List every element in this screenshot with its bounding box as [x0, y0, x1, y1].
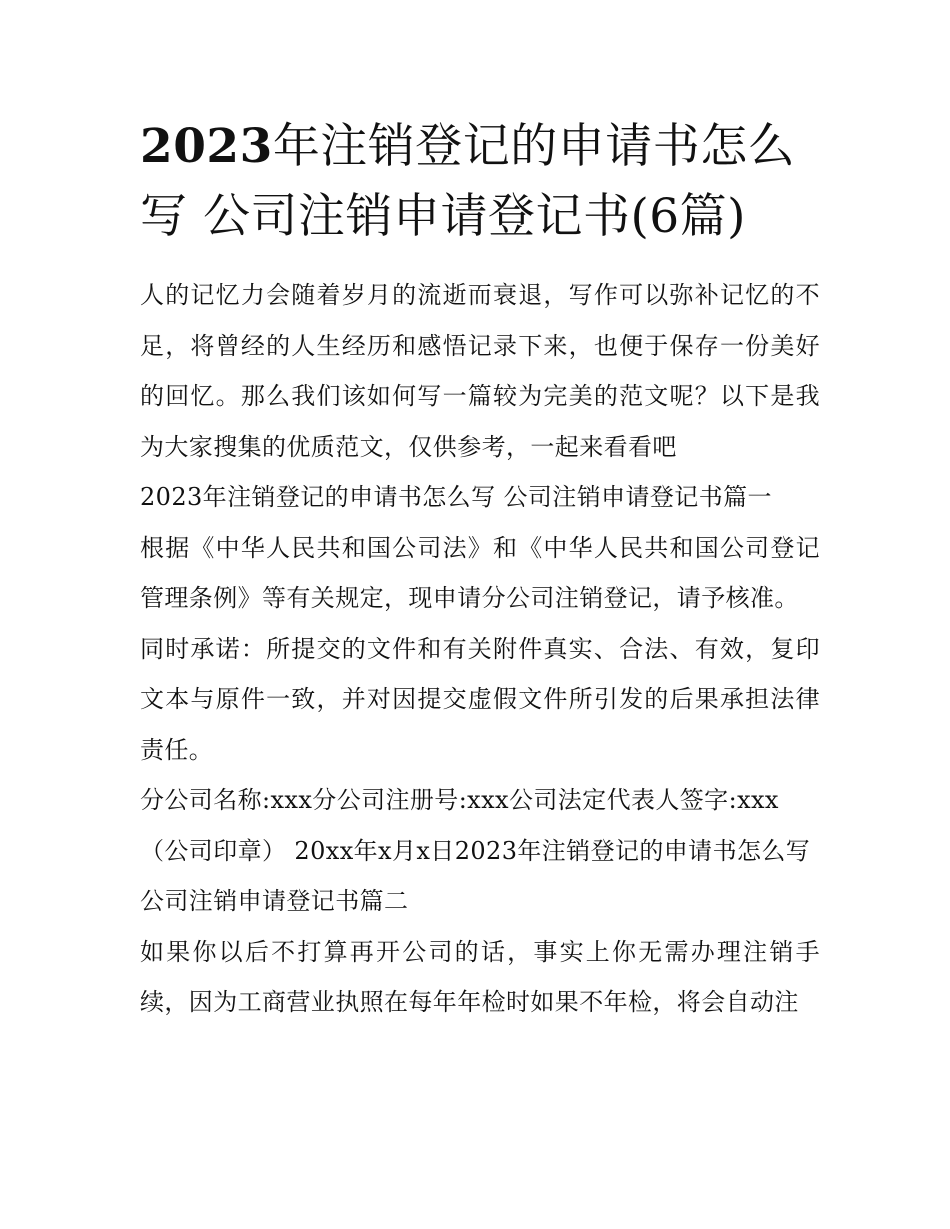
section-heading-2: 公司注销申请登记书篇二 — [140, 887, 409, 915]
document-title: 2023年注销登记的申请书怎么写 公司注销申请登记书(6篇) — [140, 119, 796, 244]
section-heading-1: 2023年注销登记的申请书怎么写 公司注销申请登记书篇一 — [140, 483, 772, 511]
body-paragraph: 同时承诺：所提交的文件和有关附件真实、合法、有效，复印文本与原件一致，并对因提交虚假文件所引发的后果承担法律责任。 — [140, 634, 820, 764]
document-page — [140, 112, 820, 1028]
company-info-line: 分公司名称:xxx分公司注册号:xxx公司法定代表人签字:xxx — [140, 786, 779, 814]
title-year: 2023 — [140, 119, 273, 174]
seal-date-line: （公司印章） 20xx年x月x日2023年注销登记的申请书怎么写 — [140, 836, 811, 865]
intro-paragraph: 人的记忆力会随着岁月的流逝而衰退，写作可以弥补记忆的不足，将曾经的人生经历和感悟记录下来，也便于保存一份美好的回忆。那么我们该如何写一篇较为完美的范文呢？以下是我为大家搜集的优质范文，仅供参考，一起来看看吧 — [140, 281, 820, 461]
body-paragraph: 根据《中华人民共和国公司法》和《中华人民共和国公司登记管理条例》等有关规定，现申请分公司注销登记，请予核准。 — [140, 533, 820, 612]
body-paragraph: 如果你以后不打算再开公司的话，事实上你无需办理注销手续，因为工商营业执照在每年年检时如果不年检，将会自动注 — [140, 937, 820, 1016]
